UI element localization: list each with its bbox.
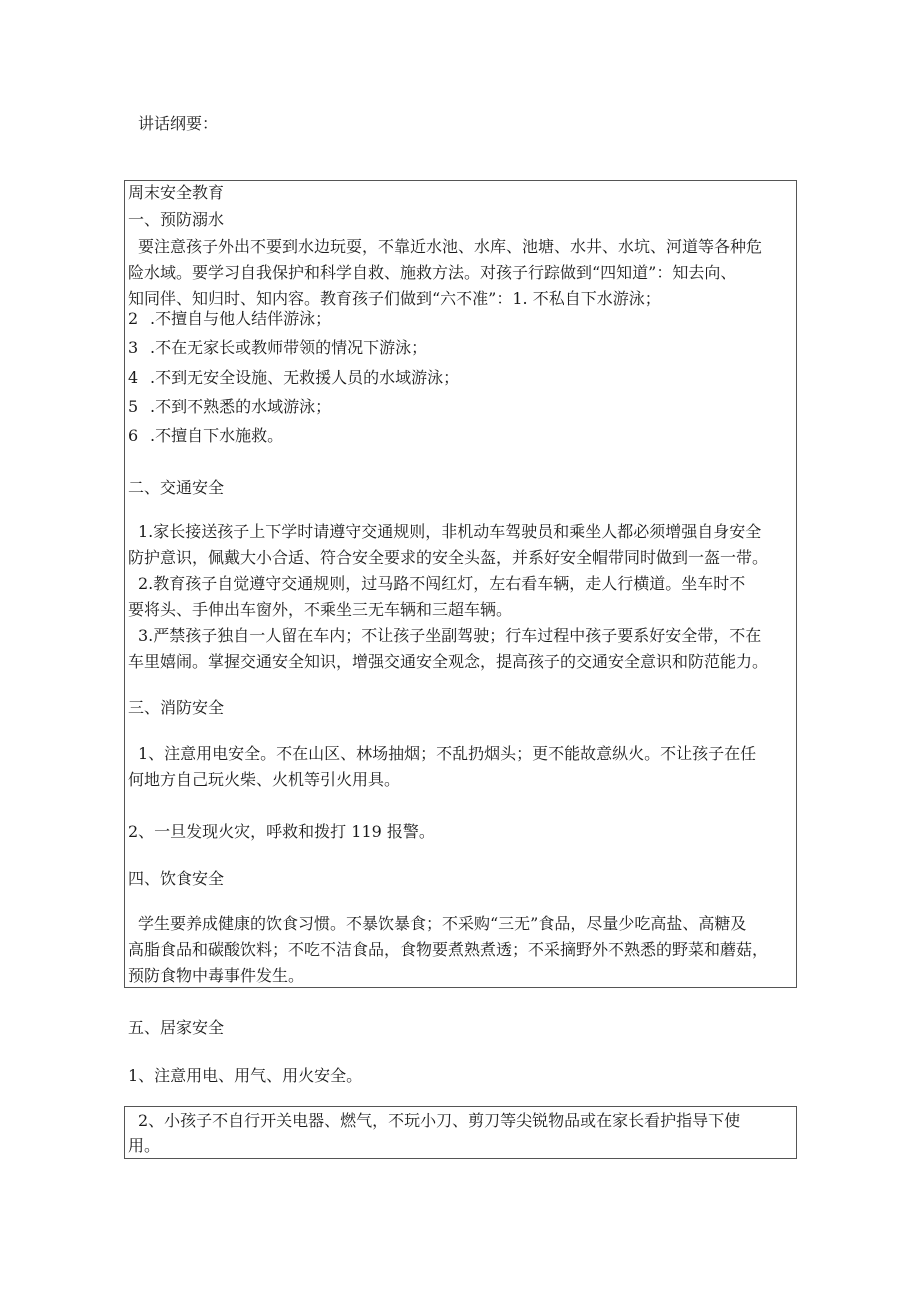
traffic-line: 2.教育孩子自觉遵守交通规则，过马路不闯红灯，左右看车辆，走人行横道。坐车时不 <box>138 574 746 593</box>
fire-line: 何地方自己玩火柴、火机等引火用具。 <box>128 770 401 789</box>
traffic-line: 要将头、手伸出车窗外，不乘坐三无车辆和三超车辆。 <box>128 600 513 619</box>
drowning-rule-number: 6 <box>128 426 139 445</box>
drowning-rule-text: .不在无家长或教师带领的情况下游泳； <box>150 338 428 357</box>
drowning-rule-number: 4 <box>128 368 139 387</box>
fire-line: 1、注意用电安全。不在山区、林场抽烟；不乱扔烟头；更不能故意纵火。不让孩子在任 <box>138 744 757 763</box>
section-traffic-heading: 二、交通安全 <box>128 478 225 497</box>
fire-alarm-line: 2、一旦发现火灾，呼救和拨打 119 报警。 <box>128 822 435 841</box>
section-home-heading: 五、居家安全 <box>128 1018 225 1037</box>
drowning-rule-number: 5 <box>128 397 139 416</box>
section-food-heading: 四、饮食安全 <box>128 869 225 888</box>
drowning-rule-number: 3 <box>128 338 139 357</box>
drowning-rule-text: .不擅自与他人结伴游泳； <box>150 309 332 328</box>
document-title: 周末安全教育 <box>128 183 225 202</box>
drowning-intro-line: 要注意孩子外出不要到水边玩耍，不靠近水池、水库、池塘、水井、水坑、河道等各种危 <box>138 237 763 256</box>
drowning-intro-line: 险水域。要学习自我保护和科学自救、施救方法。对孩子行踪做到“四知道”：知去向、 <box>128 263 737 282</box>
drowning-rule-number: 2 <box>128 309 139 328</box>
section-drowning-heading: 一、预防溺水 <box>128 210 225 229</box>
drowning-intro-line: 知同伴、知归时、知内容。教育孩子们做到“六不准”：1. 不私自下水游泳； <box>128 289 661 308</box>
drowning-rule-text: .不擅自下水施救。 <box>150 426 284 445</box>
food-line: 学生要养成健康的饮食习惯。不暴饮暴食；不采购“三无”食品，尽量少吃高盐、高糖及 <box>138 914 747 933</box>
drowning-rule-text: .不到无安全设施、无救援人员的水域游泳； <box>150 368 460 387</box>
food-line: 预防食物中毒事件发生。 <box>128 966 305 985</box>
traffic-line: 1.家长接送孩子上下学时请遵守交通规则，非机动车驾驶员和乘坐人都必须增强自身安全 <box>138 522 762 541</box>
section-fire-heading: 三、消防安全 <box>128 698 225 717</box>
home-item-2-line: 2、小孩子不自行开关电器、燃气，不玩小刀、剪刀等尖锐物品或在家长看护指导下使 <box>138 1111 741 1130</box>
traffic-line: 3.严禁孩子独自一人留在车内；不让孩子坐副驾驶；行车过程中孩子要系好安全带，不在 <box>138 626 762 645</box>
home-item-1: 1、注意用电、用气、用火安全。 <box>128 1066 363 1085</box>
outline-label: 讲话纲要： <box>138 114 219 133</box>
traffic-line: 防护意识，佩戴大小合适、符合安全要求的安全头盔，并系好安全帽带同时做到一盔一带。 <box>128 548 769 567</box>
food-line: 高脂食品和碳酸饮料；不吃不洁食品，食物要煮熟煮透；不采摘野外不熟悉的野菜和蘑菇， <box>128 940 769 959</box>
drowning-rule-text: .不到不熟悉的水域游泳； <box>150 397 332 416</box>
traffic-line: 车里嬉闹。掌握交通安全知识，增强交通安全观念，提高孩子的交通安全意识和防范能力。 <box>128 652 769 671</box>
home-item-2-line: 用。 <box>128 1136 161 1155</box>
